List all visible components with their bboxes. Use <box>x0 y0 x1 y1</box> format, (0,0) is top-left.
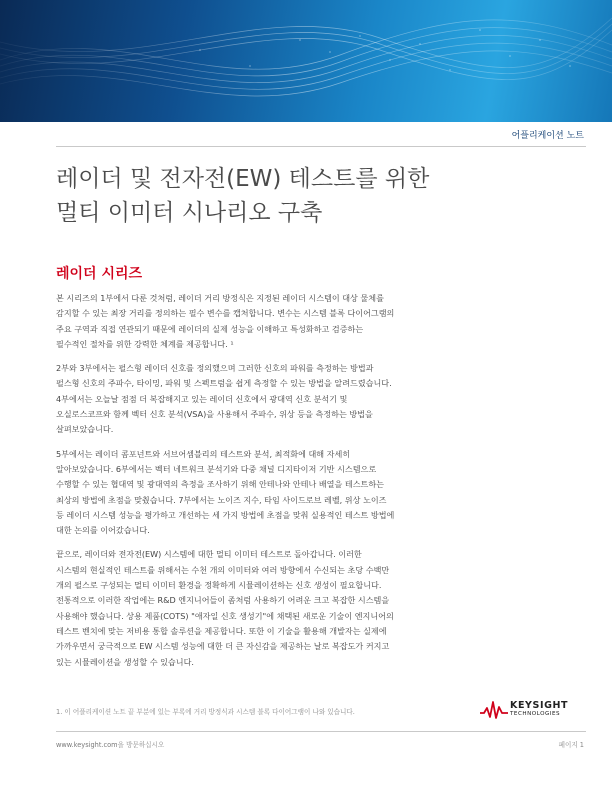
section-heading: 레이더 시리즈 <box>56 266 143 282</box>
text-line: 테스트 벤치에 맞는 저비용 통합 솔루션을 제공합니다. 또한 이 기술을 활용해 개발자는 실제에 <box>56 625 387 636</box>
logo-subtitle: TECHNOLOGIES <box>510 711 561 717</box>
text-line: 최상의 방법에 초점을 맞췄습니다. 7부에서는 노이즈 지수, 타임 사이드로브 레벨, 위상 노이즈 <box>56 494 387 505</box>
body-text <box>56 291 586 679</box>
text-line: 주요 구역과 직접 연관되기 때문에 레이더의 실제 성능을 이해하고 특성화하고 검증하는 <box>56 323 364 334</box>
logo-name: KEYSIGHT <box>510 700 569 711</box>
paragraph <box>56 361 586 437</box>
paragraph <box>56 447 586 539</box>
title-line: 멀티 이미터 시나리오 구축 <box>56 200 323 226</box>
text-line: 알아보았습니다. 6부에서는 벡터 네트워크 분석기와 다중 채널 디지타이저 기반 시스템으로 <box>56 463 377 474</box>
keysight-wave-icon <box>480 699 508 721</box>
paragraph <box>56 291 586 352</box>
text-line: 펄스형 신호의 주파수, 타이밍, 파워 및 스펙트럼을 쉽게 측정할 수 있는 방법을 알려드렸습니다. <box>56 378 392 389</box>
wave-pattern-graphic <box>0 0 612 122</box>
text-line: 시스템의 현실적인 테스트를 위해서는 수천 개의 이미터와 여러 방향에서 수신되는 초당 수백만 <box>56 564 390 575</box>
website-link[interactable]: www.keysight.com <box>56 741 118 749</box>
page-title <box>56 162 576 230</box>
footer-visit <box>56 739 164 749</box>
text-line: 오실로스코프와 함께 벡터 신호 분석(VSA)을 사용해서 주파수, 위상 등을 측정하는 방법을 <box>56 409 373 420</box>
text-line: 등 레이더 시스템 성능을 평가하고 개선하는 세 가지 방법에 초점을 맞춰 실용적인 테스트 방법에 <box>56 509 395 520</box>
header-banner <box>0 0 612 122</box>
text-line: 2부와 3부에서는 펄스형 레이더 신호를 정의했으며 그러한 신호의 파워를 측정하는 방법과 <box>56 363 374 374</box>
keysight-logo <box>480 699 580 721</box>
title-line: 레이더 및 전자전(EW) 테스트를 위한 <box>56 166 430 192</box>
text-line: 있는 시뮬레이션을 생성할 수 있습니다. <box>56 656 194 667</box>
header-divider <box>56 146 586 147</box>
text-line: 필수적인 절차를 위한 강력한 체계를 제공합니다. ¹ <box>56 338 234 349</box>
paragraph <box>56 547 586 669</box>
text-line: 개의 펄스로 구성되는 멀티 이미터 환경을 정확하게 시뮬레이션하는 신호 생성이 필요합니다. <box>56 580 382 591</box>
text-line: 대한 논의를 이어갔습니다. <box>56 525 150 536</box>
text-line: 사용해야 했습니다. 상용 제품(COTS) "애자일 신호 생성기"에 채택된 새로운 기술이 엔지니어의 <box>56 610 394 621</box>
text-line: 끝으로, 레이더와 전자전(EW) 시스템에 대한 멀티 이미터 테스트로 돌아갑니다. 이러한 <box>56 549 362 560</box>
text-line: 수행할 수 있는 협대역 및 광대역의 측정을 조사하기 위해 안테나와 안테나 배열을 테스트하는 <box>56 479 384 490</box>
text-line: 살펴보았습니다. <box>56 424 114 435</box>
footer-divider <box>56 731 586 732</box>
text-line: 5부에서는 레이더 콤포넌트와 서브어셈블리의 테스트와 분석, 최적화에 대해 자세히 <box>56 448 351 459</box>
page-number: 페이지 1 <box>558 741 584 749</box>
visit-text: 을 방문하십시오 <box>117 741 165 749</box>
footnote: 1. 이 어플리케이션 노트 끝 부분에 있는 부록에 거리 방정식과 시스템 블록 다이어그램이 나와 있습니다. <box>56 708 355 716</box>
text-line: 감지할 수 있는 최장 거리를 정의하는 필수 변수를 캡처합니다. 변수는 시스템 블록 다이어그램의 <box>56 308 395 319</box>
text-line: 4부에서는 오늘날 점점 더 복잡해지고 있는 레이더 신호에서 광대역 신호 분석기 및 <box>56 393 348 404</box>
text-line: 전통적으로 이러한 작업에는 R&D 엔지니어들이 좀처럼 사용하기 어려운 크고 복잡한 시스템을 <box>56 595 390 606</box>
document-type-label: 어플리케이션 노트 <box>511 131 584 141</box>
text-line: 본 시리즈의 1부에서 다룬 것처럼, 레이더 거리 방정식은 지정된 레이더 시스템이 대상 물체를 <box>56 293 384 303</box>
text-line: 가까우면서 궁극적으로 EW 시스템 성능에 대한 더 큰 자신감을 제공하는 날로 복잡도가 커지고 <box>56 641 390 652</box>
